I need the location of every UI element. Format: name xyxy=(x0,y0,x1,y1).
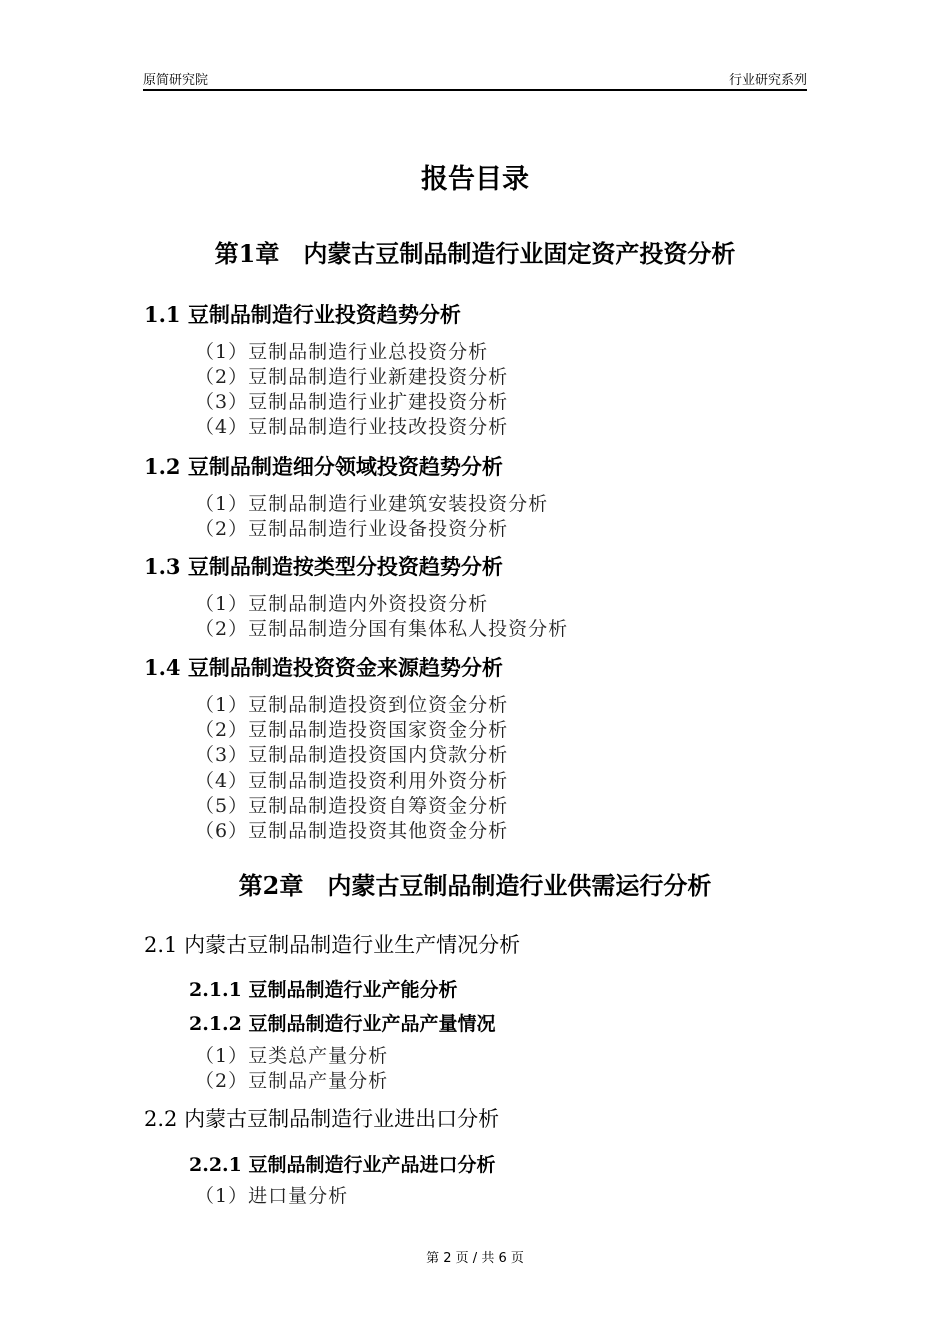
subsection-2-1-1 xyxy=(189,975,458,1002)
section-1-4 xyxy=(144,652,503,682)
toc-item: （2）豆制品制造行业新建投资分析 xyxy=(195,366,509,388)
section-number: 1.1 xyxy=(144,302,181,327)
section-2-1 xyxy=(144,929,520,959)
toc-item: （1）豆制品制造内外资投资分析 xyxy=(195,593,489,615)
section-number: 1.4 xyxy=(144,655,181,680)
toc-item: （1）豆类总产量分析 xyxy=(195,1045,389,1067)
section-title: 豆制品制造行业投资趋势分析 xyxy=(187,302,461,327)
subsection-title: 豆制品制造行业产品产量情况 xyxy=(248,1013,496,1035)
toc-item: （2）豆制品制造行业设备投资分析 xyxy=(195,518,509,540)
section-title: 豆制品制造细分领域投资趋势分析 xyxy=(187,454,503,479)
chapter-number: 第1章 xyxy=(214,239,280,268)
toc-item: （6）豆制品制造投资其他资金分析 xyxy=(195,820,509,842)
section-number: 2.1 xyxy=(144,933,178,957)
section-title: 内蒙古豆制品制造行业生产情况分析 xyxy=(184,933,521,957)
header-series: 行业研究系列 xyxy=(728,73,807,88)
toc-item: （4）豆制品制造投资利用外资分析 xyxy=(195,770,509,792)
report-toc-title: 报告目录 xyxy=(421,164,529,195)
section-2-2 xyxy=(144,1103,499,1133)
subsection-number: 2.2.1 xyxy=(189,1154,242,1176)
chapter-title: 内蒙古豆制品制造行业供需运行分析 xyxy=(327,871,712,900)
subsection-number: 2.1.1 xyxy=(189,979,242,1001)
header-org: 原简研究院 xyxy=(143,73,209,88)
subsection-2-2-1 xyxy=(189,1150,496,1177)
page-number: 第 2 页 / 共 6 页 xyxy=(426,1251,524,1266)
section-1-3 xyxy=(144,551,503,581)
subsection-2-1-2 xyxy=(189,1009,496,1036)
section-number: 1.3 xyxy=(144,554,181,579)
chapter-number: 第2章 xyxy=(238,871,304,900)
toc-item: （1）豆制品制造行业总投资分析 xyxy=(195,341,489,363)
subsection-title: 豆制品制造行业产能分析 xyxy=(248,979,458,1001)
section-1-2 xyxy=(144,451,503,481)
subsection-title: 豆制品制造行业产品进口分析 xyxy=(248,1154,496,1176)
section-title: 豆制品制造投资资金来源趋势分析 xyxy=(187,655,503,680)
toc-item: （3）豆制品制造行业扩建投资分析 xyxy=(195,391,509,413)
toc-item: （2）豆制品产量分析 xyxy=(195,1070,389,1092)
section-1-1 xyxy=(144,299,461,329)
section-title: 内蒙古豆制品制造行业进出口分析 xyxy=(184,1107,500,1131)
toc-item: （3）豆制品制造投资国内贷款分析 xyxy=(195,744,509,766)
toc-item: （1）进口量分析 xyxy=(195,1185,349,1207)
toc-item: （1）豆制品制造投资到位资金分析 xyxy=(195,694,509,716)
toc-item: （4）豆制品制造行业技改投资分析 xyxy=(195,416,509,438)
chapter-title: 内蒙古豆制品制造行业固定资产投资分析 xyxy=(303,239,736,268)
toc-item: （1）豆制品制造行业建筑安装投资分析 xyxy=(195,493,549,515)
chapter-1-heading xyxy=(0,234,950,269)
section-number: 2.2 xyxy=(144,1107,178,1131)
section-title: 豆制品制造按类型分投资趋势分析 xyxy=(187,554,503,579)
subsection-number: 2.1.2 xyxy=(189,1013,242,1035)
chapter-2-heading xyxy=(0,866,950,901)
section-number: 1.2 xyxy=(144,454,181,479)
toc-item: （2）豆制品制造分国有集体私人投资分析 xyxy=(195,618,569,640)
toc-item: （2）豆制品制造投资国家资金分析 xyxy=(195,719,509,741)
page-header xyxy=(143,67,807,91)
toc-item: （5）豆制品制造投资自筹资金分析 xyxy=(195,795,509,817)
